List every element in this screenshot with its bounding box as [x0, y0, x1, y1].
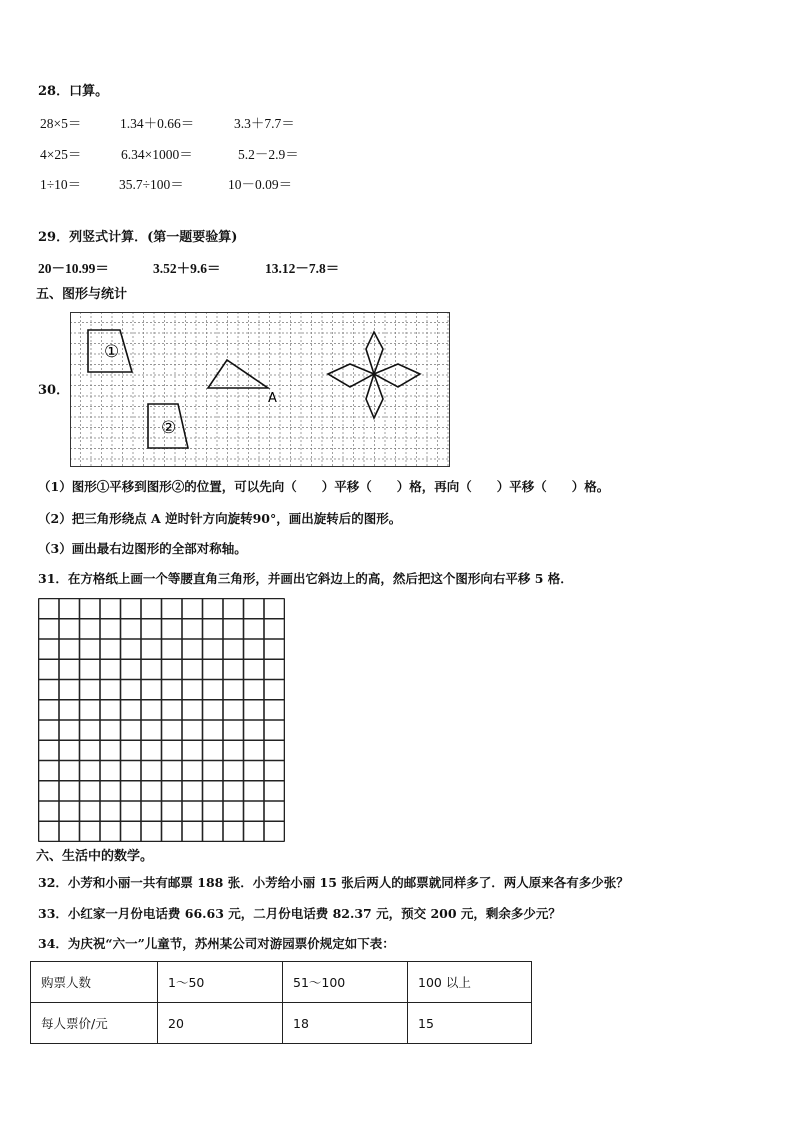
q28-title: 28．口算。 [38, 84, 109, 99]
q28-r3c1: 1÷10＝ [40, 177, 82, 192]
q30-sub-1: （1）图形①平移到图形②的位置，可以先向（ ）平移（ ）格，再向（ ）平移（ ）格。 [38, 479, 610, 494]
q34-title: 34．为庆祝“六一”儿童节，苏州某公司对游园票价规定如下表： [38, 936, 395, 951]
q29-item-1: 20－10.99＝ [38, 261, 109, 276]
q31-square-grid[interactable] [38, 598, 285, 842]
q32-text: 32．小芳和小丽一共有邮票 188 张．小芳给小丽 15 张后两人的邮票就同样多了．两人原来各有多少张？ [38, 875, 629, 890]
table-cell: 20 [158, 1003, 283, 1044]
table-row [31, 962, 532, 1003]
q28-r2c1: 4×25＝ [40, 147, 82, 162]
ticket-price-table [30, 961, 532, 1044]
table-cell: 100 以上 [408, 962, 532, 1003]
q30-sub-2: （2）把三角形绕点 A 逆时针方向旋转90°，画出旋转后的图形。 [38, 511, 402, 526]
q28-r1c2: 1.34＋0.66＝ [120, 116, 195, 131]
table-cell: 51～100 [283, 962, 408, 1003]
section-5-heading: 五、图形与统计 [36, 287, 128, 302]
q30-sub-3: （3）画出最右边图形的全部对称轴。 [38, 541, 247, 556]
q33-text: 33．小红家一月份电话费 66.63 元，二月份电话费 82.37 元，预交 200 元，剩余多少元？ [38, 906, 561, 921]
q28-r1c1: 28×5＝ [40, 116, 82, 131]
table-cell: 1～50 [158, 962, 283, 1003]
shape-2-label: ② [161, 418, 177, 438]
q28-r3c2: 35.7÷100＝ [119, 177, 184, 192]
point-a-label: A [268, 391, 277, 406]
table-cell: 每人票价/元 [31, 1003, 158, 1044]
grid-lines [70, 312, 450, 467]
q30-number: 30． [38, 383, 70, 398]
table-cell: 18 [283, 1003, 408, 1044]
table-row [31, 1003, 532, 1044]
q28-r2c3: 5.2－2.9＝ [238, 147, 299, 162]
q28-r1c3: 3.3＋7.7＝ [234, 116, 295, 131]
q29-title: 29．列竖式计算．(第一题要验算) [38, 230, 238, 245]
q28-r2c2: 6.34×1000＝ [121, 147, 193, 162]
shape-1-label: ① [104, 342, 120, 362]
q29-item-2: 3.52＋9.6＝ [153, 261, 221, 276]
q29-item-3: 13.12－7.8＝ [265, 261, 340, 276]
table-cell: 15 [408, 1003, 532, 1044]
q28-r3c3: 10－0.09＝ [228, 177, 293, 192]
q31-title: 31．在方格纸上画一个等腰直角三角形，并画出它斜边上的高，然后把这个图形向右平移 5 格． [38, 571, 573, 586]
section-6-heading: 六、生活中的数学。 [36, 849, 154, 864]
q30-figure-grid [70, 312, 450, 467]
table-cell: 购票人数 [31, 962, 158, 1003]
